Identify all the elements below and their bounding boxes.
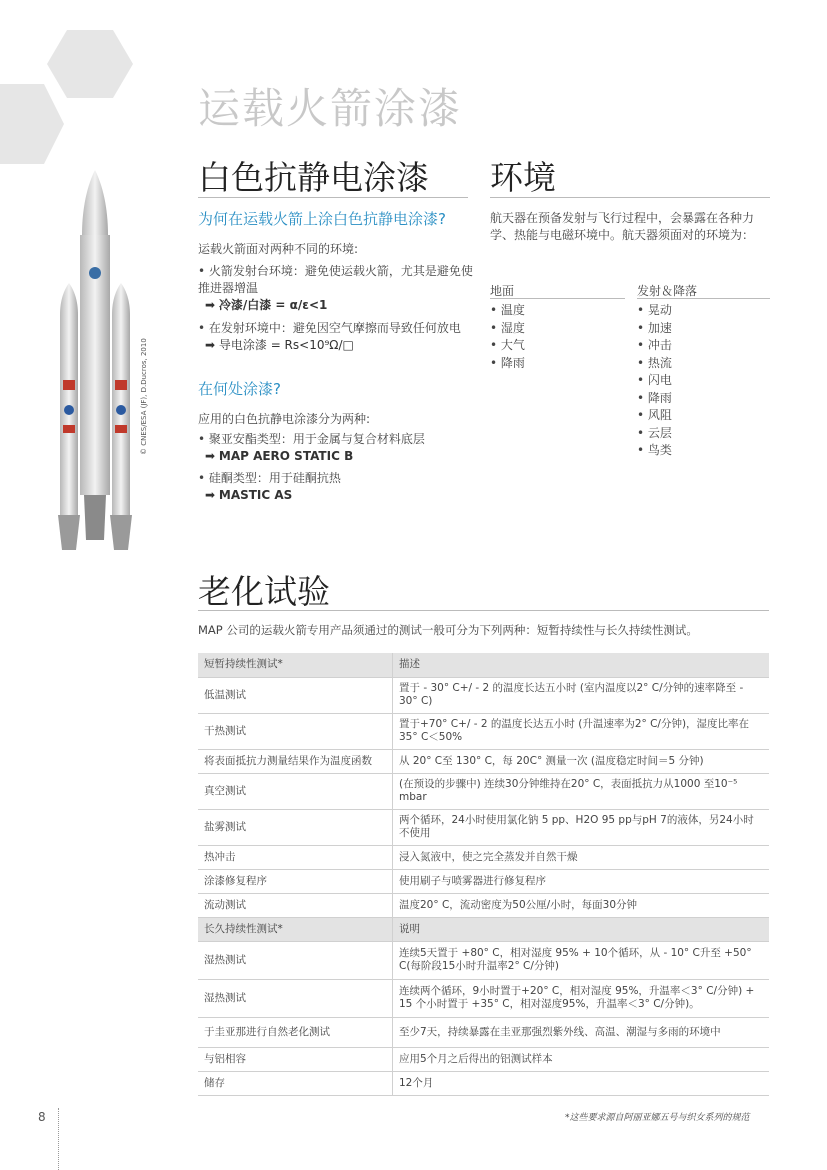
column-divider <box>637 298 770 299</box>
list-item: • 热流 <box>637 355 672 370</box>
table-row <box>198 773 769 809</box>
arrow-right-icon: ➡ <box>205 338 219 352</box>
table-row <box>198 713 769 749</box>
list-item: • 降雨 <box>637 390 672 405</box>
aging-tests-table <box>198 653 769 1096</box>
aging-heading: 老化试验 <box>198 572 330 611</box>
list-item: • 风阻 <box>637 408 672 422</box>
ground-heading: 地面 <box>490 284 515 298</box>
table-cell: 12个月 <box>393 1071 770 1095</box>
table-row <box>198 979 769 1017</box>
launch-heading: 发射＆降落 <box>637 284 698 298</box>
rocket-illustration <box>40 165 150 565</box>
table-row <box>198 1047 769 1071</box>
table-row <box>198 893 769 917</box>
table-cell: 连续两个循环，9小时置于+20° C，相对湿度 95%，升温率＜3° C/分钟) + 15 个小时置于 +35° C，相对湿度95%，升温率＜3° C/分钟)。 <box>393 979 770 1017</box>
hexagon-shape <box>47 30 133 98</box>
table-cell: 置于 - 30° C+/ - 2 的温度长达五小时 (室内温度以2° C/分钟的速率降至 - 30° C) <box>393 677 770 713</box>
table-header-cell: 描述 <box>393 653 770 677</box>
table-row <box>198 749 769 773</box>
list-item: • 硅酮类型：用于硅酮抗热 <box>198 471 341 485</box>
table-cell: 连续5天置于 +80° C，相对湿度 95% + 10个循环，从 - 10° C升至 +50° C(每阶段15小时升温率2° C/分钟) <box>393 941 770 979</box>
bullet: • <box>198 432 209 446</box>
launch-list <box>637 302 672 460</box>
table-row <box>198 1071 769 1095</box>
list-item: • 大气 <box>490 338 525 352</box>
list-item: • 云层 <box>637 425 672 440</box>
dotted-margin-line <box>58 1108 59 1170</box>
table-row <box>198 677 769 713</box>
table-row <box>198 1017 769 1047</box>
bullet: • <box>198 321 209 335</box>
env-intro: 航天器在预备发射与飞行过程中，会暴露在各种力学、热能与电磁环境中。航天器须面对的环境为： <box>490 211 755 242</box>
list-item: • 温度 <box>490 303 525 317</box>
table-cell: 干热测试 <box>198 713 393 749</box>
table-cell: 置于+70° C+/ - 2 的温度长达五小时 (升温速率为2° C/分钟)，湿度比率在35° C＜50% <box>393 713 770 749</box>
table-row <box>198 809 769 845</box>
page-number: 8 <box>38 1110 46 1124</box>
table-header-row <box>198 653 769 677</box>
table-row <box>198 845 769 869</box>
arrow-right-icon: ➡ <box>205 298 219 312</box>
table-header-row <box>198 917 769 941</box>
result-line: ➡ 冷漆/白漆 = α/ε<1 <box>205 298 328 312</box>
env-heading: 环境 <box>490 158 556 197</box>
list-item: • 聚亚安酯类型：用于金属与复合材料底层 <box>198 432 425 446</box>
why-intro: 运载火箭面对两种不同的环境: <box>198 242 359 256</box>
table-cell: 两个循环，24小时使用氯化钠 5 pp、H2O 95 pp与pH 7的液体，另24小时不使用 <box>393 809 770 845</box>
footnote: *这些要求源自阿丽亚娜五号与织女系列的规范 <box>565 1113 750 1123</box>
bullet: • <box>198 471 209 485</box>
section-divider <box>198 610 769 611</box>
table-cell: 盐雾测试 <box>198 809 393 845</box>
product-line: ➡ MASTIC AS <box>205 488 293 502</box>
list-item: • 冲击 <box>637 338 672 352</box>
list-item: • 闪电 <box>637 373 672 387</box>
list-item: • 湿度 <box>490 320 525 335</box>
arrow-right-icon: ➡ <box>205 449 219 463</box>
table-cell: 浸入氮液中，使之完全蒸发并自然干燥 <box>393 845 770 869</box>
list-item: • 鸟类 <box>637 443 672 457</box>
table-cell: 将表面抵抗力测量结果作为温度函数 <box>198 749 393 773</box>
table-cell: 从 20° C至 130° C，每 20C° 测量一次 (温度稳定时间＝5 分钟) <box>393 749 770 773</box>
list-item: • 火箭发射台环境：避免使运载火箭，尤其是避免使推进器增温 <box>198 264 473 295</box>
ground-list <box>490 302 525 372</box>
table-cell: 至少7天，持续暴露在圭亚那强烈紫外线、高温、潮湿与多雨的环境中 <box>393 1017 770 1047</box>
table-header-cell: 长久持续性测试* <box>198 917 393 941</box>
list-item: • 在发射环境中：避免因空气摩擦而导致任何放电 <box>198 321 461 335</box>
table-header-cell: 短暂持续性测试* <box>198 653 393 677</box>
table-cell: 于圭亚那进行自然老化测试 <box>198 1017 393 1047</box>
table-cell: 流动测试 <box>198 893 393 917</box>
table-cell: 温度20° C，流动密度为50公厘/小时，每面30分钟 <box>393 893 770 917</box>
hexagon-shape <box>0 84 64 164</box>
list-item: • 加速 <box>637 320 672 335</box>
table-cell: 湿热测试 <box>198 941 393 979</box>
table-cell: 热冲击 <box>198 845 393 869</box>
where-heading: 在何处涂漆? <box>198 380 281 398</box>
antistatic-heading: 白色抗静电涂漆 <box>198 158 429 197</box>
bullet: • <box>198 264 209 278</box>
why-heading: 为何在运载火箭上涂白色抗静电涂漆? <box>198 210 446 228</box>
table-cell: 低温测试 <box>198 677 393 713</box>
table-cell: 湿热测试 <box>198 979 393 1017</box>
photo-credit: © CNES/ESA (JF), D.Ducros, 2010 <box>140 338 148 455</box>
table-row <box>198 869 769 893</box>
list-item: • 降雨 <box>490 355 525 370</box>
arrow-right-icon: ➡ <box>205 488 219 502</box>
product-line: ➡ MAP AERO STATIC B <box>205 449 354 463</box>
table-cell: 储存 <box>198 1071 393 1095</box>
table-header-cell: 说明 <box>393 917 770 941</box>
table-cell: 真空测试 <box>198 773 393 809</box>
list-item: • 晃动 <box>637 303 672 317</box>
table-cell: 涂漆修复程序 <box>198 869 393 893</box>
table-cell: (在预设的步骤中) 连续30分钟维持在20° C，表面抵抗力从1000 至10⁻⁵ mbar <box>393 773 770 809</box>
table-cell: 应用5个月之后得出的铝测试样本 <box>393 1047 770 1071</box>
aging-intro: MAP 公司的运载火箭专用产品须通过的测试一般可分为下列两种：短暂持续性与长久持续性测试。 <box>198 623 698 637</box>
result-line: ➡ 导电涂漆 = Rs<10⁹Ω/□ <box>205 338 354 352</box>
table-cell: 使用刷子与喷雾器进行修复程序 <box>393 869 770 893</box>
column-divider <box>490 298 625 299</box>
page-title: 运载火箭涂漆 <box>198 84 463 133</box>
section-divider <box>198 197 468 198</box>
where-intro: 应用的白色抗静电涂漆分为两种: <box>198 412 371 426</box>
table-row <box>198 941 769 979</box>
table-cell: 与铝相容 <box>198 1047 393 1071</box>
section-divider <box>490 197 770 198</box>
